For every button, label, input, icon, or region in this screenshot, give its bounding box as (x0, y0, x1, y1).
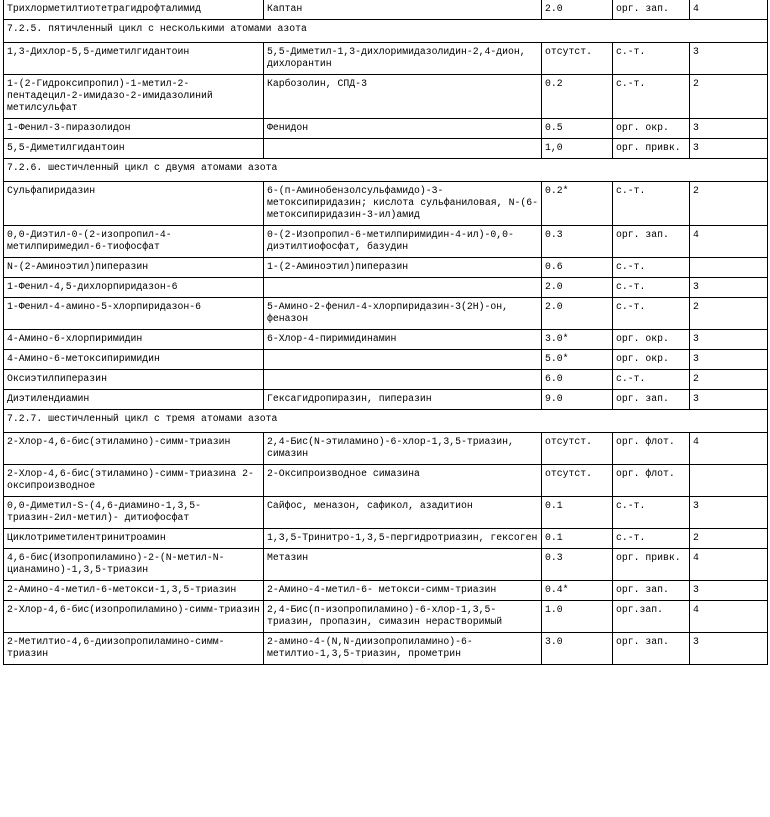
synonyms-cell: Карбозолин, СПД-3 (264, 75, 542, 119)
section-header-row (4, 20, 768, 43)
hazard-sign-cell: с.-т. (613, 298, 690, 330)
hazard-class-cell: 2 (690, 298, 768, 330)
substance-name-cell: 4-Амино-6-хлорпиримидин (4, 330, 264, 350)
table-row (4, 119, 768, 139)
limit-value-cell: 2.0 (542, 278, 613, 298)
table-row (4, 433, 768, 465)
synonyms-cell: 1-(2-Аминоэтил)пиперазин (264, 258, 542, 278)
limit-value-cell: отсутст. (542, 465, 613, 497)
table-row (4, 633, 768, 665)
limit-value-cell: 9.0 (542, 390, 613, 410)
substance-name-cell: 1,3-Дихлор-5,5-диметилгидантоин (4, 43, 264, 75)
hazard-sign-cell: орг. зап. (613, 390, 690, 410)
table-row (4, 182, 768, 226)
substance-name-cell: 5,5-Диметилгидантоин (4, 139, 264, 159)
hazard-class-cell: 4 (690, 226, 768, 258)
substance-name-cell: 2-Хлор-4,6-бис(изопропиламино)-симм-триазин (4, 601, 264, 633)
hazard-sign-cell: орг. привк. (613, 139, 690, 159)
hazard-sign-cell: орг. зап. (613, 226, 690, 258)
table-row (4, 465, 768, 497)
substance-name-cell: Диэтилендиамин (4, 390, 264, 410)
hazard-sign-cell: орг. окр. (613, 330, 690, 350)
limit-value-cell: 5.0* (542, 350, 613, 370)
limit-value-cell: 0.5 (542, 119, 613, 139)
hazard-sign-cell: с.-т. (613, 529, 690, 549)
synonyms-cell: Метазин (264, 549, 542, 581)
substance-name-cell: 1-(2-Гидроксипропил)-1-метил-2-пентадецил-2-имидазо-2-имидазолиний метилсульфат (4, 75, 264, 119)
limit-value-cell: 0.3 (542, 549, 613, 581)
hazard-class-cell: 3 (690, 350, 768, 370)
synonyms-cell: 5,5-Диметил-1,3-дихлоримидазолидин-2,4-дион, дихлорантин (264, 43, 542, 75)
substance-name-cell: 2-Амино-4-метил-6-метокси-1,3,5-триазин (4, 581, 264, 601)
substance-name-cell: 0,0-Диметил-S-(4,6-диамино-1,3,5-триазин-2ил-метил)- дитиофосфат (4, 497, 264, 529)
limit-value-cell: 1,0 (542, 139, 613, 159)
table-row (4, 350, 768, 370)
hazard-sign-cell: орг. флот. (613, 465, 690, 497)
synonyms-cell (264, 350, 542, 370)
hazard-class-cell: 3 (690, 497, 768, 529)
hazard-sign-cell: орг.зап. (613, 601, 690, 633)
section-title: 7.2.7. шестичленный цикл с тремя атомами азота (4, 410, 768, 433)
limit-value-cell: 2.0 (542, 298, 613, 330)
section-title: 7.2.6. шестичленный цикл с двумя атомами азота (4, 159, 768, 182)
limit-value-cell: 0.3 (542, 226, 613, 258)
synonyms-cell: 0-(2-Изопропил-6-метилпиримидин-4-ил)-0,0-диэтилтиофосфат, базудин (264, 226, 542, 258)
synonyms-cell: 2,4-Бис(п-изопропиламино)-6-хлор-1,3,5-триазин, пропазин, симазин нерастворимый (264, 601, 542, 633)
hazard-class-cell: 4 (690, 549, 768, 581)
limit-value-cell: 0.1 (542, 497, 613, 529)
hazard-class-cell: 4 (690, 433, 768, 465)
synonyms-cell: 1,3,5-Тринитро-1,3,5-пергидротриазин, гексоген (264, 529, 542, 549)
hazard-class-cell: 3 (690, 119, 768, 139)
hazard-sign-cell: орг. привк. (613, 549, 690, 581)
synonyms-cell: 2,4-Бис(N-этиламино)-6-хлор-1,3,5-триазин, симазин (264, 433, 542, 465)
limit-value-cell: 0.1 (542, 529, 613, 549)
hazard-sign-cell: орг. окр. (613, 350, 690, 370)
hazard-class-cell: 4 (690, 601, 768, 633)
hazard-class-cell: 3 (690, 581, 768, 601)
hazard-class-cell: 3 (690, 633, 768, 665)
hazard-class-cell: 3 (690, 139, 768, 159)
synonyms-cell: 2-амино-4-(N,N-диизопропиламино)-6-метилтио-1,3,5-триазин, прометрин (264, 633, 542, 665)
table-row (4, 298, 768, 330)
hazard-sign-cell: с.-т. (613, 43, 690, 75)
synonyms-cell: 6-(п-Аминобензолсульфамидо)-3-метоксипиридазин; кислота сульфаниловая, N-(6-метоксипиридазин-3-ил)амид (264, 182, 542, 226)
synonyms-cell: 5-Амино-2-фенил-4-хлорпиридазин-3(2Н)-он, феназон (264, 298, 542, 330)
substance-name-cell: Трихлорметилтиотетрагидрофталимид (4, 0, 264, 20)
hazard-sign-cell: с.-т. (613, 278, 690, 298)
table-row (4, 601, 768, 633)
substance-name-cell: Циклотриметилентринитроамин (4, 529, 264, 549)
table-row (4, 370, 768, 390)
synonyms-cell: 6-Хлор-4-пиримидинамин (264, 330, 542, 350)
table-row (4, 226, 768, 258)
hazard-sign-cell: орг. флот. (613, 433, 690, 465)
synonyms-cell: 2-Амино-4-метил-6- метокси-симм-триазин (264, 581, 542, 601)
section-header-row (4, 159, 768, 182)
limit-value-cell: 3.0* (542, 330, 613, 350)
synonyms-cell: 2-Оксипроизводное симазина (264, 465, 542, 497)
limit-value-cell: 1.0 (542, 601, 613, 633)
substance-name-cell: 2-Хлор-4,6-бис(этиламино)-симм-триазина 2-оксипроизводное (4, 465, 264, 497)
substance-name-cell: 4-Амино-6-метоксипиримидин (4, 350, 264, 370)
table-row (4, 0, 768, 20)
hazard-sign-cell: с.-т. (613, 370, 690, 390)
synonyms-cell: Каптан (264, 0, 542, 20)
table-row (4, 278, 768, 298)
table-row (4, 497, 768, 529)
table-row (4, 43, 768, 75)
hazard-sign-cell: с.-т. (613, 497, 690, 529)
substance-name-cell: Оксиэтилпиперазин (4, 370, 264, 390)
limit-value-cell: 0.2 (542, 75, 613, 119)
hazard-class-cell: 2 (690, 370, 768, 390)
substance-name-cell: 4,6-бис(Изопропиламино)-2-(N-метил-N-цианамино)-1,3,5-триазин (4, 549, 264, 581)
hazard-class-cell (690, 258, 768, 278)
substance-name-cell: N-(2-Аминоэтил)пиперазин (4, 258, 264, 278)
substances-table (3, 0, 768, 665)
hazard-class-cell: 2 (690, 529, 768, 549)
table-row (4, 390, 768, 410)
hazard-sign-cell: орг. зап. (613, 633, 690, 665)
limit-value-cell: 0.2* (542, 182, 613, 226)
table-row (4, 549, 768, 581)
hazard-class-cell: 2 (690, 182, 768, 226)
hazard-sign-cell: орг. окр. (613, 119, 690, 139)
limit-value-cell: отсутст. (542, 433, 613, 465)
hazard-sign-cell: с.-т. (613, 182, 690, 226)
table-row (4, 75, 768, 119)
hazard-class-cell: 2 (690, 75, 768, 119)
table-body (4, 0, 768, 665)
substance-name-cell: 1-Фенил-4,5-дихлорпиридазон-6 (4, 278, 264, 298)
substance-name-cell: Сульфапиридазин (4, 182, 264, 226)
limit-value-cell: отсутст. (542, 43, 613, 75)
substance-name-cell: 2-Хлор-4,6-бис(этиламино)-симм-триазин (4, 433, 264, 465)
hazard-class-cell: 3 (690, 390, 768, 410)
hazard-class-cell: 4 (690, 0, 768, 20)
substance-name-cell: 2-Метилтио-4,6-диизопропиламино-симм-триазин (4, 633, 264, 665)
limit-value-cell: 2.0 (542, 0, 613, 20)
hazard-class-cell: 3 (690, 43, 768, 75)
synonyms-cell: Фенидон (264, 119, 542, 139)
section-title: 7.2.5. пятичленный цикл с несколькими атомами азота (4, 20, 768, 43)
substance-name-cell: 1-Фенил-4-амино-5-хлорпиридазон-6 (4, 298, 264, 330)
limit-value-cell: 0.6 (542, 258, 613, 278)
limit-value-cell: 6.0 (542, 370, 613, 390)
table-row (4, 529, 768, 549)
hazard-class-cell (690, 465, 768, 497)
synonyms-cell: Гексагидропиразин, пиперазин (264, 390, 542, 410)
table-row (4, 330, 768, 350)
hazard-sign-cell: с.-т. (613, 258, 690, 278)
table-row (4, 139, 768, 159)
hazard-class-cell: 3 (690, 330, 768, 350)
table-row (4, 581, 768, 601)
limit-value-cell: 0.4* (542, 581, 613, 601)
hazard-class-cell: 3 (690, 278, 768, 298)
hazard-sign-cell: орг. зап. (613, 0, 690, 20)
hazard-sign-cell: с.-т. (613, 75, 690, 119)
synonyms-cell (264, 278, 542, 298)
synonyms-cell (264, 139, 542, 159)
substance-name-cell: 1-Фенил-3-пиразолидон (4, 119, 264, 139)
limit-value-cell: 3.0 (542, 633, 613, 665)
table-row (4, 258, 768, 278)
substance-name-cell: 0,0-Диэтил-0-(2-изопропил-4-метилпиримедил-6-тиофосфат (4, 226, 264, 258)
hazard-sign-cell: орг. зап. (613, 581, 690, 601)
synonyms-cell: Сайфос, меназон, сафикол, азадитион (264, 497, 542, 529)
section-header-row (4, 410, 768, 433)
synonyms-cell (264, 370, 542, 390)
